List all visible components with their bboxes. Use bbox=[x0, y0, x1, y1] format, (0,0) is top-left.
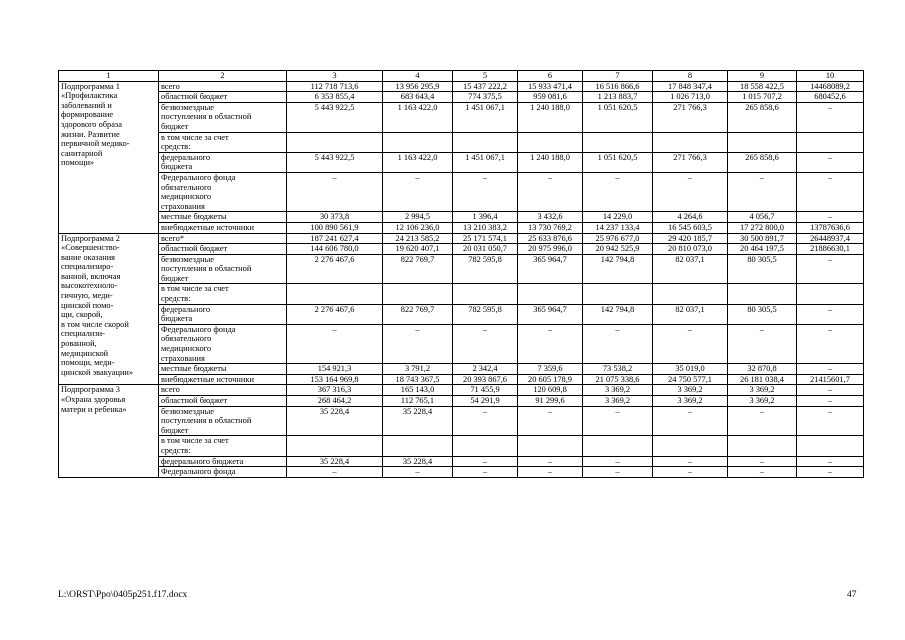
column-header: 7 bbox=[583, 71, 653, 82]
funding-source: всего bbox=[159, 385, 287, 396]
funding-source: всего bbox=[159, 81, 287, 92]
amount-cell: 112 765,1 bbox=[383, 396, 453, 407]
funding-source: внебюджетные источники bbox=[159, 374, 287, 385]
amount-cell: 4 056,7 bbox=[728, 212, 797, 223]
amount-cell: 15 437 222,2 bbox=[453, 81, 518, 92]
amount-cell: 13 210 383,2 bbox=[453, 222, 518, 233]
amount-cell: 29 420 185,7 bbox=[653, 233, 728, 244]
amount-cell bbox=[653, 436, 728, 456]
amount-cell: – bbox=[797, 152, 864, 172]
amount-cell: 14 229,0 bbox=[583, 212, 653, 223]
table-row bbox=[59, 374, 864, 385]
amount-cell: 5 443 922,5 bbox=[287, 152, 383, 172]
funding-source: Федерального фонда обязательного медицинского страхования bbox=[159, 324, 287, 363]
amount-cell: 26448937,4 bbox=[797, 233, 864, 244]
amount-cell: 3 369,2 bbox=[653, 396, 728, 407]
amount-cell: 14468089,2 bbox=[797, 81, 864, 92]
amount-cell: 20 605 178,9 bbox=[518, 374, 583, 385]
amount-cell: 13 956 295,9 bbox=[383, 81, 453, 92]
footer-file-path: L:\ORST\Ppo\0405p251.f17.docx bbox=[58, 590, 188, 600]
amount-cell: – bbox=[653, 467, 728, 478]
amount-cell: 82 037,1 bbox=[653, 304, 728, 324]
amount-cell bbox=[583, 436, 653, 456]
amount-cell: – bbox=[797, 456, 864, 467]
amount-cell: 144 606 780,0 bbox=[287, 244, 383, 255]
amount-cell: 20 464 197,5 bbox=[728, 244, 797, 255]
amount-cell: 25 171 574,1 bbox=[453, 233, 518, 244]
amount-cell: – bbox=[383, 467, 453, 478]
amount-cell: 73 538,2 bbox=[583, 364, 653, 375]
amount-cell: – bbox=[797, 212, 864, 223]
amount-cell: 142 794,8 bbox=[583, 304, 653, 324]
amount-cell: 21886630,1 bbox=[797, 244, 864, 255]
amount-cell: – bbox=[583, 467, 653, 478]
amount-cell: 774 375,5 bbox=[453, 92, 518, 103]
amount-cell: 265 858,6 bbox=[728, 152, 797, 172]
amount-cell: 365 964,7 bbox=[518, 254, 583, 284]
amount-cell bbox=[728, 132, 797, 152]
amount-cell: 35 228,4 bbox=[383, 406, 453, 436]
amount-cell: – bbox=[797, 467, 864, 478]
amount-cell: – bbox=[728, 324, 797, 363]
column-header: 6 bbox=[518, 71, 583, 82]
amount-cell bbox=[583, 132, 653, 152]
amount-cell: 271 766,3 bbox=[653, 102, 728, 132]
column-header: 1 bbox=[59, 71, 159, 82]
amount-cell: 20 810 073,0 bbox=[653, 244, 728, 255]
amount-cell: 822 769,7 bbox=[383, 304, 453, 324]
amount-cell: 19 620 407,1 bbox=[383, 244, 453, 255]
amount-cell: – bbox=[453, 406, 518, 436]
amount-cell: 80 305,5 bbox=[728, 254, 797, 284]
amount-cell: – bbox=[583, 172, 653, 211]
table-body bbox=[59, 71, 864, 478]
amount-cell: 13 730 769,2 bbox=[518, 222, 583, 233]
funding-source: Федерального фонда обязательного медицинского страхования bbox=[159, 172, 287, 211]
table-row bbox=[59, 304, 864, 324]
amount-cell: 154 921,3 bbox=[287, 364, 383, 375]
amount-cell: 3 369,2 bbox=[583, 385, 653, 396]
amount-cell: 782 595,8 bbox=[453, 304, 518, 324]
budget-table bbox=[58, 70, 864, 478]
amount-cell: 35 228,4 bbox=[287, 456, 383, 467]
amount-cell: 187 241 627,4 bbox=[287, 233, 383, 244]
table-row bbox=[59, 284, 864, 304]
amount-cell: 71 455,9 bbox=[453, 385, 518, 396]
amount-cell bbox=[453, 284, 518, 304]
amount-cell: 1 213 883,7 bbox=[583, 92, 653, 103]
amount-cell bbox=[653, 284, 728, 304]
amount-cell: – bbox=[653, 456, 728, 467]
amount-cell: 82 037,1 bbox=[653, 254, 728, 284]
amount-cell bbox=[287, 436, 383, 456]
amount-cell: 4 264,6 bbox=[653, 212, 728, 223]
amount-cell: 24 750 577,1 bbox=[653, 374, 728, 385]
table-row bbox=[59, 254, 864, 284]
amount-cell bbox=[797, 436, 864, 456]
amount-cell: – bbox=[518, 172, 583, 211]
funding-source: федерального бюджета bbox=[159, 152, 287, 172]
amount-cell: 268 464,2 bbox=[287, 396, 383, 407]
amount-cell: – bbox=[518, 467, 583, 478]
amount-cell: 35 019,0 bbox=[653, 364, 728, 375]
funding-source: в том числе за счет средств: bbox=[159, 132, 287, 152]
amount-cell: 1 240 188,0 bbox=[518, 152, 583, 172]
funding-source: всего* bbox=[159, 233, 287, 244]
amount-cell: 1 451 067,1 bbox=[453, 152, 518, 172]
amount-cell bbox=[797, 284, 864, 304]
funding-source: федерального бюджета bbox=[159, 304, 287, 324]
amount-cell: 2 276 467,6 bbox=[287, 254, 383, 284]
amount-cell: – bbox=[728, 406, 797, 436]
amount-cell: 26 181 038,4 bbox=[728, 374, 797, 385]
amount-cell: 1 051 620,5 bbox=[583, 152, 653, 172]
amount-cell: 21415601,7 bbox=[797, 374, 864, 385]
amount-cell: – bbox=[583, 406, 653, 436]
amount-cell: – bbox=[453, 172, 518, 211]
amount-cell: – bbox=[383, 172, 453, 211]
amount-cell: 30 373,8 bbox=[287, 212, 383, 223]
amount-cell: 3 791,2 bbox=[383, 364, 453, 375]
amount-cell: 54 291,9 bbox=[453, 396, 518, 407]
amount-cell: 165 143,0 bbox=[383, 385, 453, 396]
amount-cell: 822 769,7 bbox=[383, 254, 453, 284]
amount-cell: 14 237 133,4 bbox=[583, 222, 653, 233]
amount-cell: 2 994,5 bbox=[383, 212, 453, 223]
table-row bbox=[59, 436, 864, 456]
amount-cell: 1 451 067,1 bbox=[453, 102, 518, 132]
amount-cell: 18 743 367,5 bbox=[383, 374, 453, 385]
amount-cell: 1 396,4 bbox=[453, 212, 518, 223]
amount-cell: 265 858,6 bbox=[728, 102, 797, 132]
column-header: 9 bbox=[728, 71, 797, 82]
amount-cell: 18 558 422,5 bbox=[728, 81, 797, 92]
table-row bbox=[59, 172, 864, 211]
amount-cell: 3 369,2 bbox=[583, 396, 653, 407]
amount-cell: 20 031 050,7 bbox=[453, 244, 518, 255]
amount-cell: – bbox=[383, 324, 453, 363]
amount-cell: 1 051 620,5 bbox=[583, 102, 653, 132]
table-row bbox=[59, 222, 864, 233]
amount-cell: – bbox=[583, 324, 653, 363]
funding-source: в том числе за счет средств: bbox=[159, 436, 287, 456]
amount-cell: 680452,6 bbox=[797, 92, 864, 103]
amount-cell: – bbox=[287, 172, 383, 211]
amount-cell: 80 305,5 bbox=[728, 304, 797, 324]
amount-cell: 15 933 471,4 bbox=[518, 81, 583, 92]
amount-cell: 142 794,8 bbox=[583, 254, 653, 284]
funding-source: местные бюджеты bbox=[159, 212, 287, 223]
amount-cell: 1 015 707,2 bbox=[728, 92, 797, 103]
table-row bbox=[59, 406, 864, 436]
funding-source: Федерального фонда bbox=[159, 467, 287, 478]
amount-cell: – bbox=[653, 406, 728, 436]
amount-cell bbox=[453, 132, 518, 152]
amount-cell: – bbox=[797, 364, 864, 375]
amount-cell: – bbox=[797, 254, 864, 284]
funding-source: безвозмездные поступления в областной бюджет bbox=[159, 102, 287, 132]
table-row bbox=[59, 467, 864, 478]
amount-cell: 12 106 236,0 bbox=[383, 222, 453, 233]
table-row bbox=[59, 92, 864, 103]
amount-cell: – bbox=[728, 467, 797, 478]
table-row bbox=[59, 81, 864, 92]
amount-cell: 2 276 467,6 bbox=[287, 304, 383, 324]
amount-cell: 21 075 338,6 bbox=[583, 374, 653, 385]
amount-cell bbox=[728, 284, 797, 304]
funding-source: федерального бюджета bbox=[159, 456, 287, 467]
table-row bbox=[59, 212, 864, 223]
funding-source: местные бюджеты bbox=[159, 364, 287, 375]
amount-cell: 5 443 922,5 bbox=[287, 102, 383, 132]
amount-cell: 367 316,3 bbox=[287, 385, 383, 396]
amount-cell: 20 942 525,9 bbox=[583, 244, 653, 255]
funding-source: безвозмездные поступления в областной бюджет bbox=[159, 406, 287, 436]
amount-cell: – bbox=[287, 324, 383, 363]
amount-cell: – bbox=[653, 324, 728, 363]
amount-cell: 24 213 585,2 bbox=[383, 233, 453, 244]
table-row bbox=[59, 324, 864, 363]
amount-cell: 16 516 866,6 bbox=[583, 81, 653, 92]
amount-cell: – bbox=[453, 456, 518, 467]
amount-cell: – bbox=[453, 324, 518, 363]
amount-cell: 1 163 422,0 bbox=[383, 102, 453, 132]
table-row bbox=[59, 364, 864, 375]
amount-cell bbox=[583, 284, 653, 304]
amount-cell bbox=[728, 436, 797, 456]
amount-cell: 120 609,8 bbox=[518, 385, 583, 396]
amount-cell: – bbox=[797, 385, 864, 396]
amount-cell: – bbox=[583, 456, 653, 467]
amount-cell: 153 164 969,8 bbox=[287, 374, 383, 385]
amount-cell: – bbox=[797, 102, 864, 132]
amount-cell: 13787636,6 bbox=[797, 222, 864, 233]
table-row bbox=[59, 385, 864, 396]
amount-cell: – bbox=[797, 304, 864, 324]
amount-cell: 1 026 713,0 bbox=[653, 92, 728, 103]
amount-cell: 91 299,6 bbox=[518, 396, 583, 407]
amount-cell: – bbox=[518, 324, 583, 363]
table-row bbox=[59, 233, 864, 244]
column-header: 4 bbox=[383, 71, 453, 82]
subprogram-title: Подпрограмма 2 «Совершенство- вание оказания специализиро- ванной, включая высокотехноло- гичную, меди- цинской помо- щи, скорой, в том числе скорой специализи- рованной, медицинской помощи, меди- цинской эвакуации» bbox=[59, 233, 159, 385]
amount-cell: 17 848 347,4 bbox=[653, 81, 728, 92]
amount-cell: 16 545 603,5 bbox=[653, 222, 728, 233]
amount-cell: 683 643,4 bbox=[383, 92, 453, 103]
table-row bbox=[59, 396, 864, 407]
amount-cell: – bbox=[797, 172, 864, 211]
funding-source: в том числе за счет средств: bbox=[159, 284, 287, 304]
amount-cell: – bbox=[728, 172, 797, 211]
amount-cell: – bbox=[797, 396, 864, 407]
table-row bbox=[59, 244, 864, 255]
amount-cell: 30 500 891,7 bbox=[728, 233, 797, 244]
column-header: 3 bbox=[287, 71, 383, 82]
column-header: 10 bbox=[797, 71, 864, 82]
amount-cell: 25 976 677,0 bbox=[583, 233, 653, 244]
amount-cell: – bbox=[518, 456, 583, 467]
amount-cell: 271 766,3 bbox=[653, 152, 728, 172]
amount-cell: 35 228,4 bbox=[287, 406, 383, 436]
amount-cell: 3 369,2 bbox=[728, 385, 797, 396]
amount-cell: 365 964,7 bbox=[518, 304, 583, 324]
amount-cell bbox=[797, 132, 864, 152]
amount-cell: 7 359,6 bbox=[518, 364, 583, 375]
amount-cell: 100 890 561,9 bbox=[287, 222, 383, 233]
amount-cell bbox=[518, 284, 583, 304]
amount-cell: 782 595,8 bbox=[453, 254, 518, 284]
table-row bbox=[59, 102, 864, 132]
amount-cell: 6 353 855,4 bbox=[287, 92, 383, 103]
subprogram-title: Подпрограмма 1 «Профилактика заболеваний и формирование здорового образа жизни. Развитие первичной медико- санитарной помощи» bbox=[59, 81, 159, 233]
amount-cell: 1 240 188,0 bbox=[518, 102, 583, 132]
amount-cell bbox=[287, 284, 383, 304]
amount-cell bbox=[383, 436, 453, 456]
amount-cell: 1 163 422,0 bbox=[383, 152, 453, 172]
funding-source: областной бюджет bbox=[159, 244, 287, 255]
amount-cell: – bbox=[797, 324, 864, 363]
funding-source: безвозмездные поступления в областной бюджет bbox=[159, 254, 287, 284]
column-header: 5 bbox=[453, 71, 518, 82]
amount-cell: 3 432,6 bbox=[518, 212, 583, 223]
subprogram-title: Подпрограмма 3 «Охрана здоровья матери и ребенка» bbox=[59, 385, 159, 477]
page-number: 47 bbox=[847, 590, 857, 600]
amount-cell: 20 393 867,6 bbox=[453, 374, 518, 385]
amount-cell bbox=[453, 436, 518, 456]
amount-cell: 3 369,2 bbox=[653, 385, 728, 396]
amount-cell bbox=[383, 132, 453, 152]
amount-cell: – bbox=[797, 406, 864, 436]
amount-cell: – bbox=[287, 467, 383, 478]
column-header: 8 bbox=[653, 71, 728, 82]
table-row bbox=[59, 152, 864, 172]
column-header: 2 bbox=[159, 71, 287, 82]
amount-cell: – bbox=[728, 456, 797, 467]
funding-source: внебюджетные источники bbox=[159, 222, 287, 233]
amount-cell: 17 272 800,0 bbox=[728, 222, 797, 233]
amount-cell bbox=[518, 132, 583, 152]
funding-source: областной бюджет bbox=[159, 92, 287, 103]
amount-cell: 3 369,2 bbox=[728, 396, 797, 407]
amount-cell: 959 081,6 bbox=[518, 92, 583, 103]
table-row bbox=[59, 456, 864, 467]
table-row bbox=[59, 132, 864, 152]
amount-cell: 35 228,4 bbox=[383, 456, 453, 467]
amount-cell bbox=[653, 132, 728, 152]
amount-cell bbox=[287, 132, 383, 152]
amount-cell: – bbox=[653, 172, 728, 211]
funding-source: областной бюджет bbox=[159, 396, 287, 407]
amount-cell: 20 975 996,0 bbox=[518, 244, 583, 255]
amount-cell: 32 870,8 bbox=[728, 364, 797, 375]
amount-cell: 25 633 876,6 bbox=[518, 233, 583, 244]
header-row bbox=[59, 71, 864, 82]
amount-cell bbox=[383, 284, 453, 304]
amount-cell: – bbox=[518, 406, 583, 436]
amount-cell: – bbox=[453, 467, 518, 478]
amount-cell: 2 342,4 bbox=[453, 364, 518, 375]
amount-cell bbox=[518, 436, 583, 456]
amount-cell: 112 718 713,6 bbox=[287, 81, 383, 92]
